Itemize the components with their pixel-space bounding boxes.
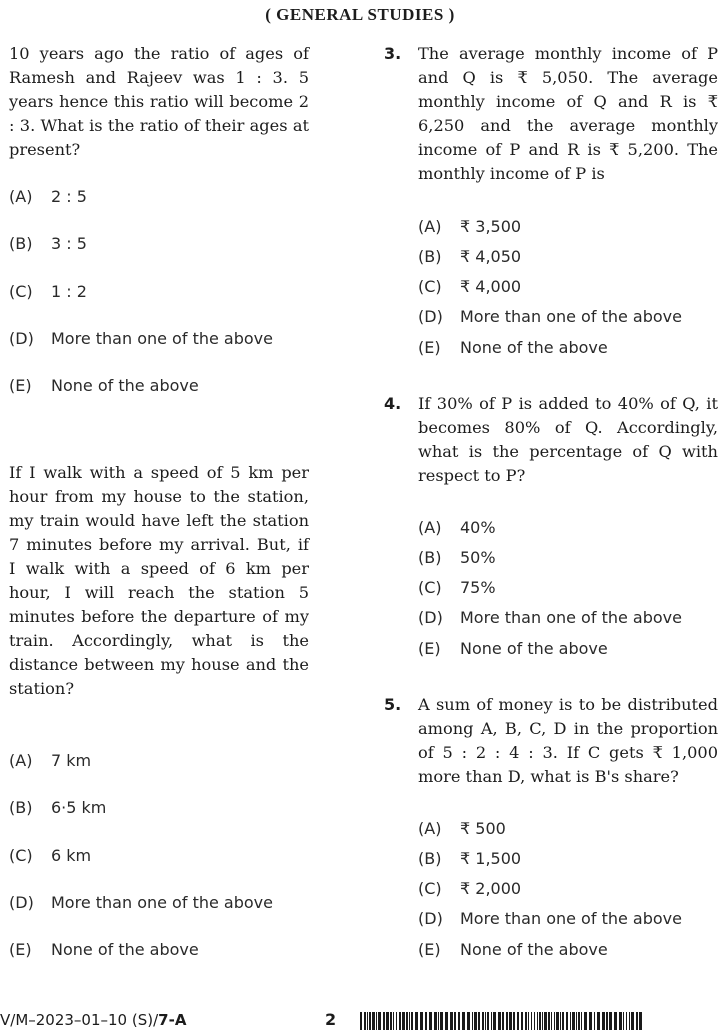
option-label: (D) bbox=[9, 329, 34, 348]
option-text: 6·5 km bbox=[51, 798, 107, 817]
option-text: 2 : 5 bbox=[51, 187, 87, 206]
option-5d[interactable] bbox=[418, 908, 682, 930]
booklet-code-prefix: V/M–2023–01–10 (S)/ bbox=[0, 1011, 159, 1029]
option-4c[interactable] bbox=[418, 577, 496, 599]
option-1e[interactable] bbox=[9, 375, 199, 397]
question-3-number: 3. bbox=[384, 44, 402, 63]
option-text: 1 : 2 bbox=[51, 282, 87, 301]
option-label: (C) bbox=[9, 846, 33, 865]
option-5b[interactable] bbox=[418, 848, 521, 870]
option-4a[interactable] bbox=[418, 517, 496, 539]
option-text: More than one of the above bbox=[51, 893, 273, 912]
option-2e[interactable] bbox=[9, 939, 199, 961]
option-text: ₹ 2,000 bbox=[460, 879, 522, 898]
option-text: ₹ 4,000 bbox=[460, 277, 522, 296]
option-3b[interactable] bbox=[418, 246, 521, 268]
question-3-text: The average monthly income of P and Q is ₹ 5,050. The average monthly income of Q and R is ₹ 6,250 and the average monthly income of P and R is ₹ 5,200. The monthly income of P is bbox=[418, 44, 718, 183]
option-text: 6 km bbox=[51, 846, 92, 865]
option-1b[interactable] bbox=[9, 233, 87, 255]
option-text: None of the above bbox=[51, 940, 199, 959]
option-3c[interactable] bbox=[418, 276, 521, 298]
option-text: None of the above bbox=[460, 940, 608, 959]
option-label: (A) bbox=[418, 819, 442, 838]
option-text: 40% bbox=[460, 518, 496, 537]
option-label: (A) bbox=[9, 187, 33, 206]
question-4-text: If 30% of P is added to 40% of Q, it becomes 80% of Q. Accordingly, what is the percentage of Q with respect to P? bbox=[418, 394, 718, 485]
option-label: (B) bbox=[9, 234, 33, 253]
question-4-number: 4. bbox=[384, 394, 402, 413]
option-2a[interactable] bbox=[9, 750, 91, 772]
option-5c[interactable] bbox=[418, 878, 521, 900]
option-text: More than one of the above bbox=[460, 909, 682, 928]
option-label: (E) bbox=[418, 338, 441, 357]
option-label: (D) bbox=[418, 909, 443, 928]
option-3d[interactable] bbox=[418, 306, 682, 328]
option-text: ₹ 3,500 bbox=[460, 217, 522, 236]
option-5e[interactable] bbox=[418, 939, 608, 961]
question-5-number: 5. bbox=[384, 695, 402, 714]
option-3a[interactable] bbox=[418, 216, 521, 238]
option-text: 7 km bbox=[51, 751, 92, 770]
option-label: (E) bbox=[9, 940, 32, 959]
option-1a[interactable] bbox=[9, 186, 87, 208]
option-label: (B) bbox=[418, 548, 442, 567]
option-label: (D) bbox=[9, 893, 34, 912]
option-text: None of the above bbox=[460, 639, 608, 658]
page-header: ( GENERAL STUDIES ) bbox=[265, 5, 455, 24]
option-label: (E) bbox=[9, 376, 32, 395]
option-4e[interactable] bbox=[418, 638, 608, 660]
option-4b[interactable] bbox=[418, 547, 496, 569]
option-label: (A) bbox=[418, 518, 442, 537]
option-text: None of the above bbox=[51, 376, 199, 395]
option-text: ₹ 500 bbox=[460, 819, 506, 838]
option-text: 75% bbox=[460, 578, 496, 597]
option-label: (C) bbox=[418, 578, 442, 597]
booklet-code bbox=[0, 1011, 186, 1029]
option-label: (B) bbox=[418, 247, 442, 266]
option-label: (E) bbox=[418, 940, 441, 959]
option-label: (E) bbox=[418, 639, 441, 658]
option-label: (B) bbox=[9, 798, 33, 817]
option-label: (D) bbox=[418, 307, 443, 326]
option-2b[interactable] bbox=[9, 797, 106, 819]
option-text: None of the above bbox=[460, 338, 608, 357]
option-3e[interactable] bbox=[418, 337, 608, 359]
option-label: (B) bbox=[418, 849, 442, 868]
option-text: ₹ 1,500 bbox=[460, 849, 522, 868]
option-2d[interactable] bbox=[9, 892, 273, 914]
option-text: More than one of the above bbox=[51, 329, 273, 348]
question-1-text: 10 years ago the ratio of ages of Ramesh and Rajeev was 1 : 3. 5 years hence this ratio will become 2 : 3. What is the ratio of their ages at present? bbox=[9, 44, 309, 159]
option-2c[interactable] bbox=[9, 845, 91, 867]
option-text: 3 : 5 bbox=[51, 234, 87, 253]
option-label: (A) bbox=[418, 217, 442, 236]
option-label: (C) bbox=[9, 282, 33, 301]
option-4d[interactable] bbox=[418, 607, 682, 629]
option-text: More than one of the above bbox=[460, 307, 682, 326]
option-label: (D) bbox=[418, 608, 443, 627]
option-text: 50% bbox=[460, 548, 496, 567]
option-label: (A) bbox=[9, 751, 33, 770]
option-text: ₹ 4,050 bbox=[460, 247, 522, 266]
question-5-text: A sum of money is to be distributed among A, B, C, D in the proportion of 5 : 2 : 4 : 3. If C gets ₹ 1,000 more than D, what is B's share? bbox=[418, 695, 718, 786]
option-1c[interactable] bbox=[9, 281, 87, 303]
option-text: More than one of the above bbox=[460, 608, 682, 627]
option-label: (C) bbox=[418, 879, 442, 898]
option-5a[interactable] bbox=[418, 818, 506, 840]
barcode-icon bbox=[360, 1012, 642, 1030]
option-label: (C) bbox=[418, 277, 442, 296]
booklet-code-suffix: 7-A bbox=[158, 1011, 187, 1029]
question-2-text: If I walk with a speed of 5 km per hour from my house to the station, my train would have left the station 7 minutes before my arrival. But, if I walk with a speed of 6 km per hour, I will reach the station 5 minutes before the departure of my train. Accordingly, what is the distance between my house and the station? bbox=[9, 463, 309, 698]
page-number: 2 bbox=[325, 1010, 337, 1029]
option-1d[interactable] bbox=[9, 328, 273, 350]
